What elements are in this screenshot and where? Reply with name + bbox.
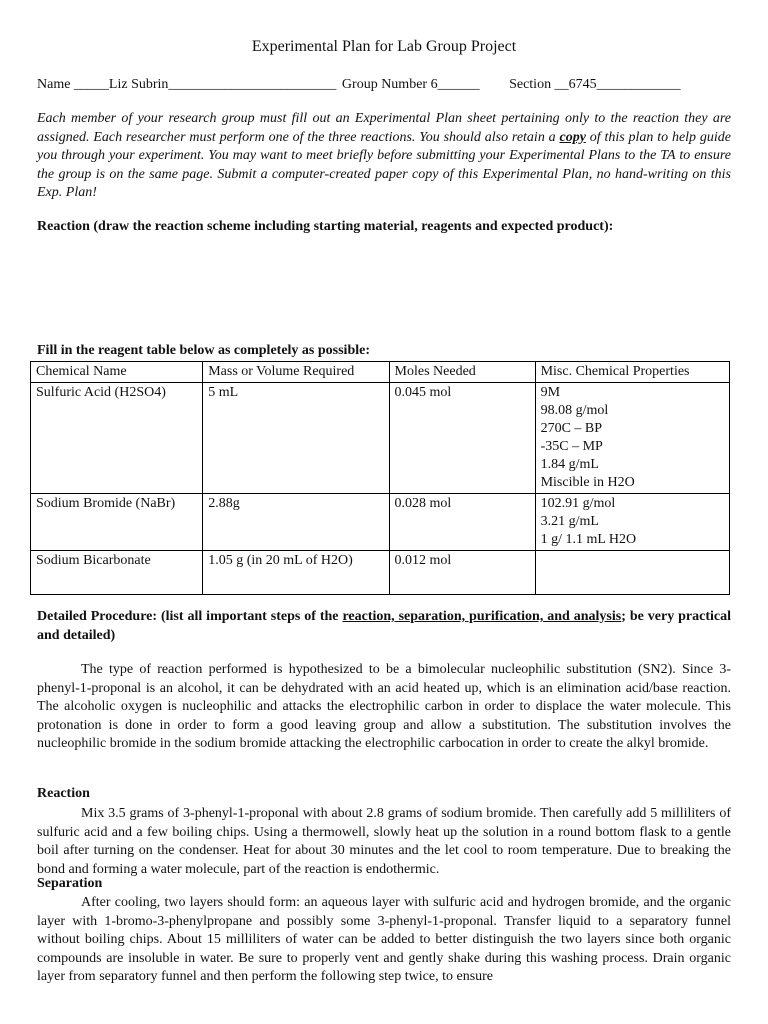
property-line: 102.91 g/mol [540,496,616,511]
reaction-scheme-heading: Reaction (draw the reaction scheme including starting material, reagents and expected product): [37,219,614,234]
procedure-heading [37,608,731,645]
separation-section-heading: Separation [37,876,103,891]
property-line: 1 g/ 1.1 mL H2O [540,532,637,547]
chemical-name-cell: Sodium Bicarbonate [31,551,203,595]
column-header: Misc. Chemical Properties [535,362,729,383]
document-title: Experimental Plan for Lab Group Project [251,38,517,55]
reaction-section-text: Mix 3.5 grams of 3-phenyl-1-proponal with about 2.8 grams of sodium bromide. Then carefully add 5 milliliters of sulfuric acid and a few boiling chips. Using a thermowell, slowly heat up the solution in a round bottom flask to a gentle boil after turning on the condenser. Heat for about 30 minutes and the let cool to room temperature. Due to breaking the bond and forming a water molecule, part of the reaction is endothermic. [37,806,731,877]
property-line: Miscible in H2O [540,475,635,490]
properties-cell [535,383,729,494]
instructions-copy-emphasis: copy [559,129,586,145]
properties-cell [535,494,729,551]
property-line: 1.84 g/mL [540,457,599,472]
moles-cell: 0.045 mol [389,383,535,494]
column-header: Moles Needed [389,362,535,383]
mechanism-paragraph: The type of reaction performed is hypothesized to be a bimolecular nucleophilic substitution (SN2). Since 3-phenyl-1-proponal is an alcohol, it can be dehydrated with an acid heated up, which is an elimination acid/base reaction. The alcoholic oxygen is nucleophilic and attacks the electrophilic carbon in order to displace the water molecule. This protonation is done in order to form a good leaving group and allow a substitution. The substitution involves the nucleophilic bromide in the sodium bromide attacking the electrophilic carbocation in order to create the alkyl bromide. [37,662,731,752]
table-row [31,494,730,551]
mass-cell: 2.88g [203,494,389,551]
procedure-heading-tail: ; be very practical and detailed) [37,609,731,643]
separation-section-text: After cooling, two layers should form: an aqueous layer with sulfuric acid and hydrogen bromide, and the organic layer with 1-bromo-3-phenylpropane and possibly some 3-phenyl-1-proponal. Transfer liquid to a separatory funnel without boiling chips. About 15 milliliters of water can be added to better distinguish the two layers since both organic compounds are insoluble in water. Be sure to properly vent and gently shake during this washing process. Drain organic layer from separatory funnel and then perform the following step twice, to ensure [37,895,731,985]
column-header: Chemical Name [31,362,203,383]
moles-cell: 0.028 mol [389,494,535,551]
mass-cell: 5 mL [203,383,389,494]
table-row [31,551,730,595]
procedure-heading-underlined: reaction, separation, purification, and analysis [342,609,622,624]
student-name-field: Name _____Liz Subrin________________________ [37,77,337,92]
mass-cell: 1.05 g (in 20 mL of H2O) [203,551,389,595]
section-field: Section __6745____________ [509,77,681,92]
instructions-text-1: Each member of your research group must fill out an Experimental Plan sheet pertaining only to the reaction they are assigned. Each researcher must perform one of the three reactions. You should also retain a [37,111,731,145]
instructions-paragraph [37,110,731,203]
group-number-field: Group Number 6______ [341,77,480,92]
info-row [37,77,681,93]
instructions-text-2: of this plan to help guide you through your experiment. You may want to meet briefly before submitting your Experimental Plans to the TA to ensure the group is on the same page. Submit a computer-created paper copy of this Experimental Plan, no hand-writing on this Exp. Plan! [37,129,731,201]
property-line: 3.21 g/mL [540,514,599,529]
property-line: 270C – BP [540,421,603,436]
moles-cell: 0.012 mol [389,551,535,595]
property-line: 9M [540,385,561,400]
properties-cell [535,551,729,595]
reagent-table [30,361,730,595]
chemical-name-cell: Sulfuric Acid (H2SO4) [31,383,203,494]
table-header-row [31,362,730,383]
property-line: 98.08 g/mol [540,403,609,418]
reagent-table-heading: Fill in the reagent table below as completely as possible: [37,343,370,358]
procedure-heading-text: Detailed Procedure: (list all important steps of the [37,609,343,624]
column-header: Mass or Volume Required [203,362,389,383]
property-line: -35C – MP [540,439,603,454]
chemical-name-cell: Sodium Bromide (NaBr) [31,494,203,551]
reaction-section-heading: Reaction [37,786,90,801]
table-row [31,383,730,494]
